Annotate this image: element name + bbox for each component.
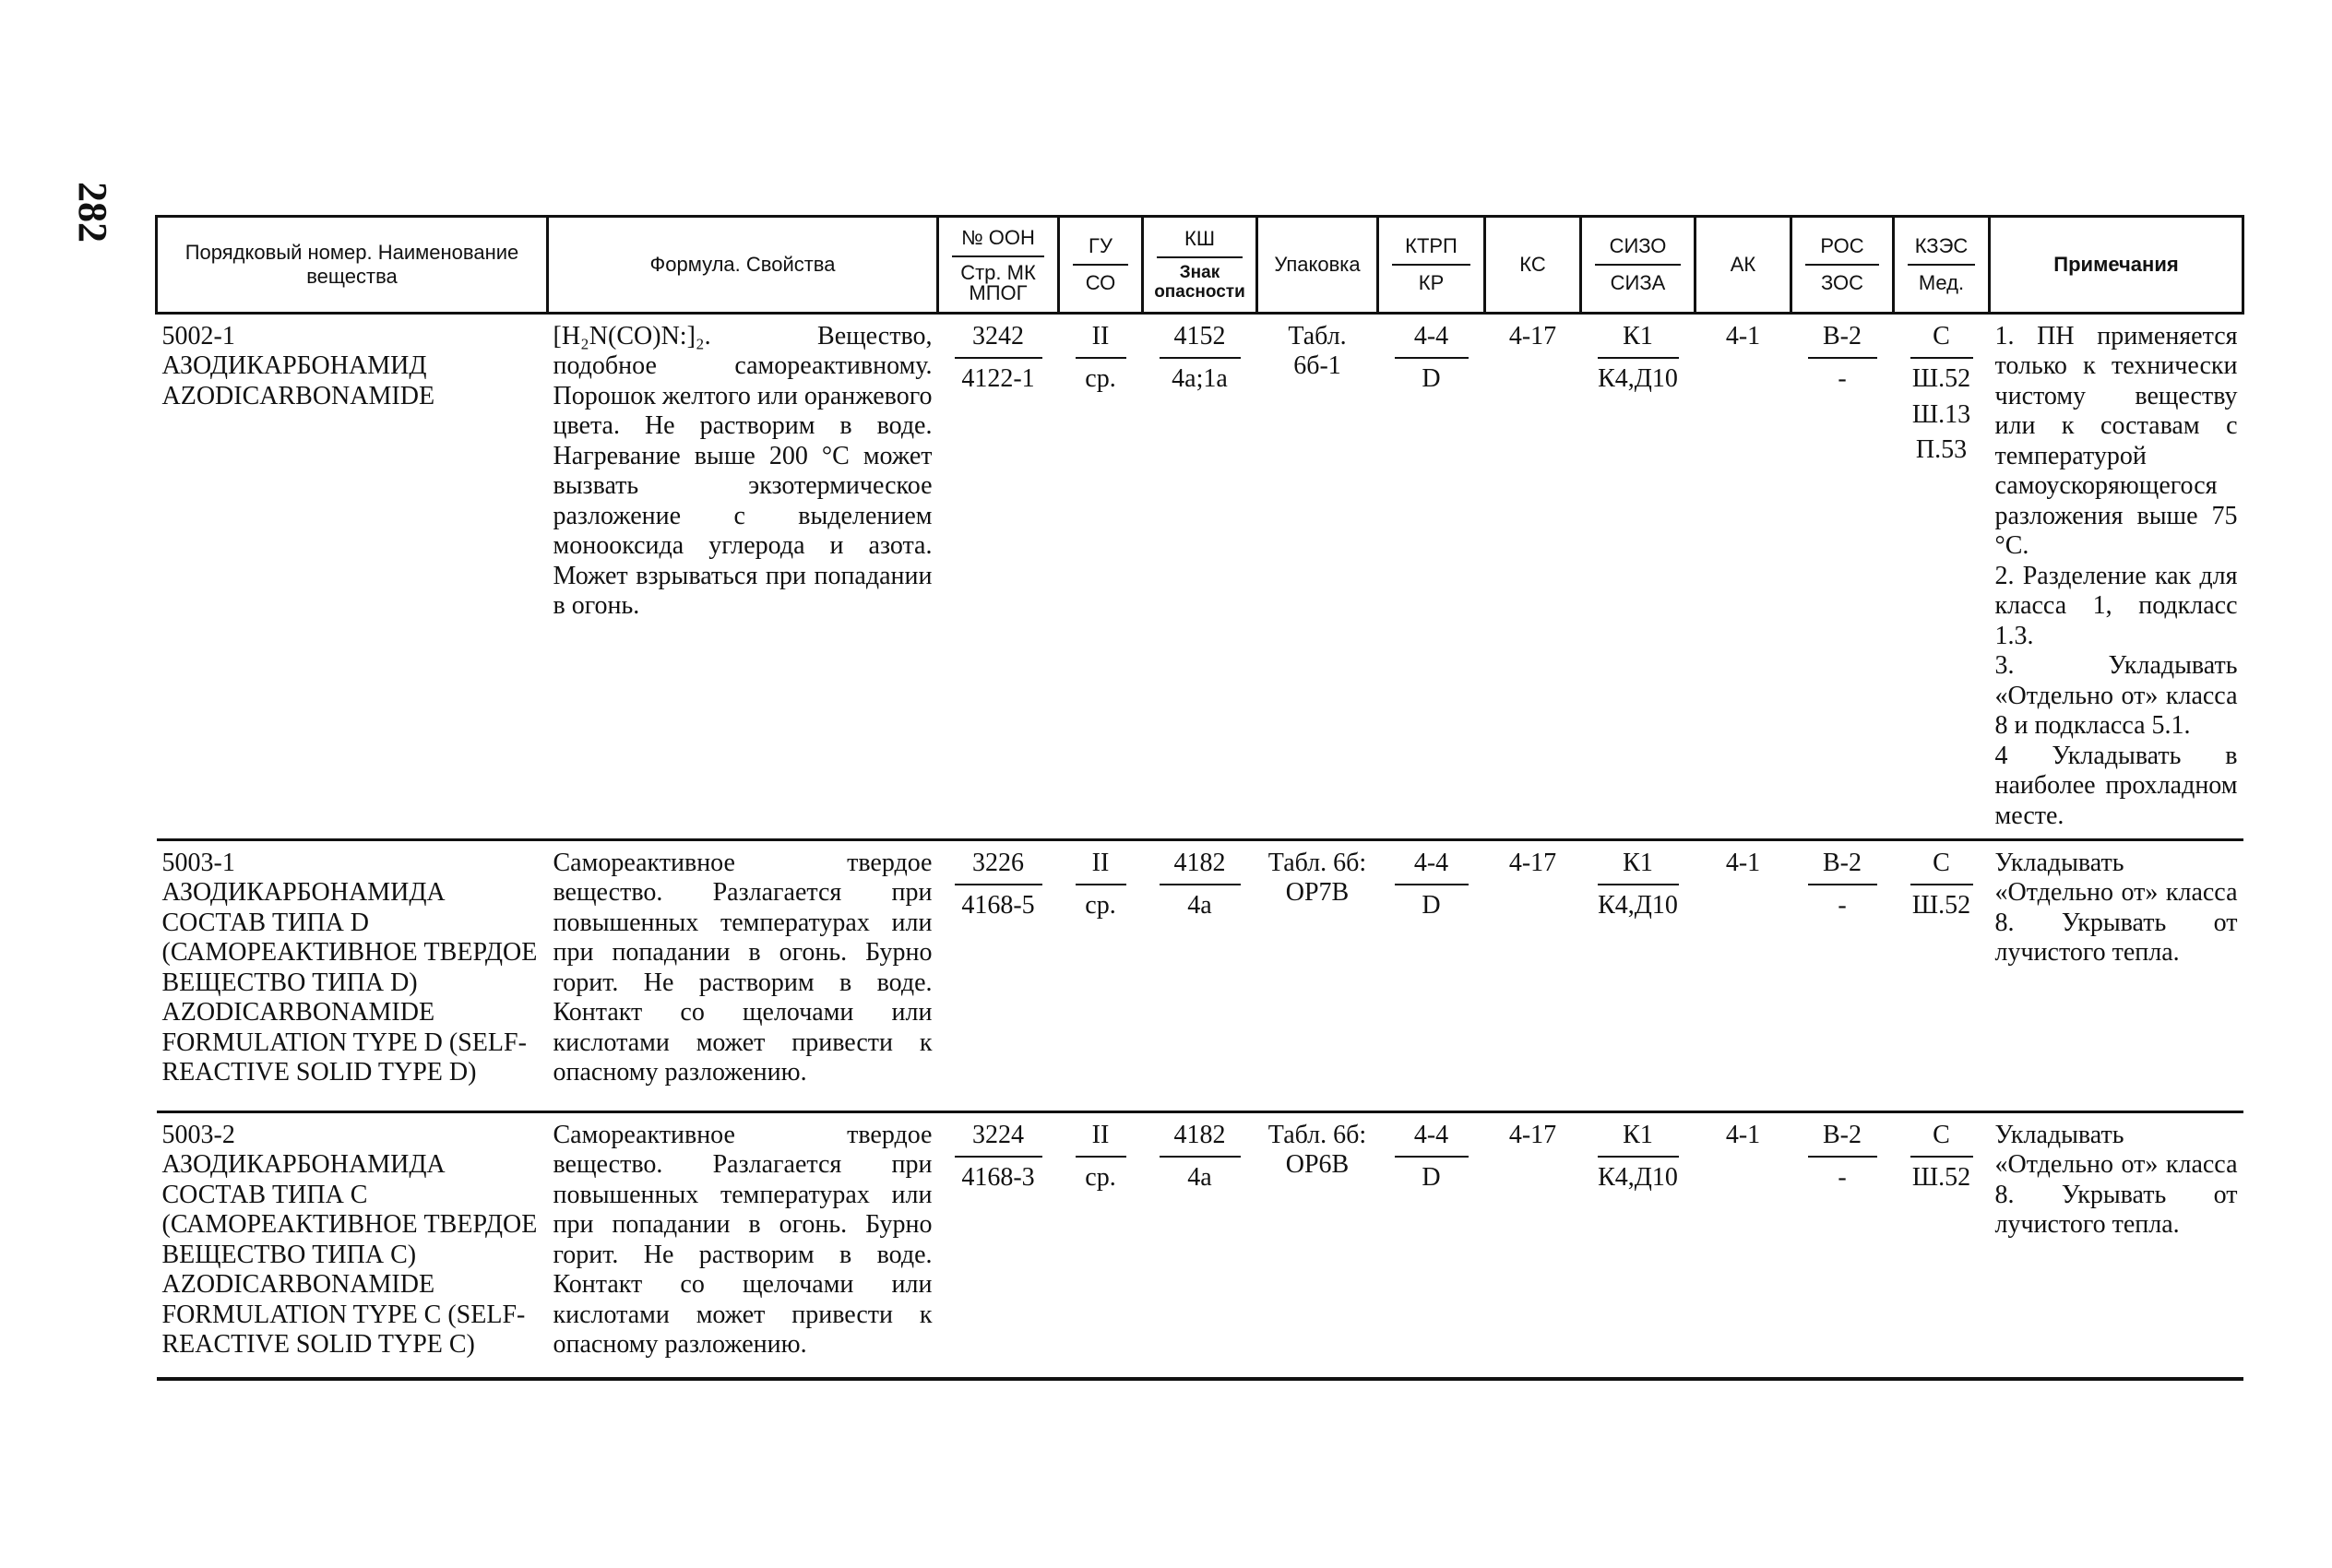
substances-table bbox=[155, 215, 2244, 1381]
siza-value: К4,Д10 bbox=[1598, 1163, 1678, 1193]
sizo-value: К1 bbox=[1598, 1121, 1679, 1158]
gu-value: II bbox=[1076, 322, 1126, 359]
header-kzes-top: КЗЭС bbox=[1908, 234, 1975, 266]
header-ksh-bottom: Знак опасности bbox=[1154, 263, 1245, 303]
table-row bbox=[157, 314, 2243, 840]
header-sizo-top: СИЗО bbox=[1595, 234, 1681, 266]
table-header-row bbox=[157, 217, 2243, 314]
header-ktrp bbox=[1378, 217, 1485, 314]
ros-cell bbox=[1791, 1111, 1894, 1379]
header-oon-top: № ООН bbox=[952, 226, 1044, 257]
sizo-cell bbox=[1581, 1111, 1695, 1379]
ak-cell: 4-1 bbox=[1695, 1111, 1791, 1379]
kzes-value: С bbox=[1910, 322, 1973, 359]
gu-value: II bbox=[1076, 849, 1126, 885]
substance-code: 5003-2 bbox=[161, 1120, 235, 1149]
ksh-value: 4182 bbox=[1160, 849, 1241, 885]
ktrp-value: 4-4 bbox=[1395, 849, 1469, 885]
ak-cell: 4-1 bbox=[1695, 839, 1791, 1111]
note-item: 3. Укладывать «Отдельно от» класса 8 и подкласса 5.1. bbox=[1994, 651, 2238, 741]
notes-cell bbox=[1990, 1111, 2243, 1379]
packaging-cell: Табл. 6б-1 bbox=[1288, 322, 1347, 381]
gu-cell bbox=[1059, 839, 1143, 1111]
substance-name-cell bbox=[157, 839, 548, 1111]
formula-properties: [H₂N(CO)N:]₂. Вещество, подобное самореактивному. Порошок желтого или оранжевого цвета. Не растворим в воде. Нагревание выше 200 °C может вызвать экзотермическое разложение с выделением монооксида углерода и азота. Может взрываться при попадании в огонь. bbox=[553, 322, 933, 621]
kr-value: D bbox=[1422, 1163, 1441, 1193]
note-item: 1. ПН применяется только к технически чистому веществу или к составам с температурой самоускоряющегося разложения выше 75 °С. bbox=[1994, 322, 2238, 561]
ksh-cell bbox=[1143, 314, 1257, 840]
header-ks: КС bbox=[1485, 217, 1581, 314]
header-gu-bottom: СО bbox=[1085, 271, 1116, 294]
gu-cell bbox=[1059, 314, 1143, 840]
header-notes: Примечания bbox=[1990, 217, 2243, 314]
oon-number: 3226 bbox=[955, 849, 1042, 885]
zos-value: - bbox=[1838, 1163, 1847, 1193]
header-ksh bbox=[1143, 217, 1257, 314]
ksh-cell bbox=[1143, 839, 1257, 1111]
ros-value: В-2 bbox=[1808, 849, 1877, 885]
gu-value: II bbox=[1076, 1121, 1126, 1158]
med-extra: П.53 bbox=[1915, 435, 1968, 465]
mk-mpog-page: 4168-5 bbox=[961, 891, 1035, 921]
substance-name-en: AZODICARBONAMIDE bbox=[161, 381, 435, 410]
kr-value: D bbox=[1422, 891, 1441, 921]
header-kzes-bottom: Мед. bbox=[1918, 271, 1965, 294]
ros-cell bbox=[1791, 839, 1894, 1111]
mk-mpog-page: 4168-3 bbox=[961, 1163, 1035, 1193]
ksh-value: 4152 bbox=[1160, 322, 1241, 359]
note-item: 2. Разделение как для класса 1, подкласс 1.3. bbox=[1994, 561, 2238, 650]
substance-name-ru: АЗОДИКАРБОНАМИД bbox=[161, 351, 427, 381]
sizo-cell bbox=[1581, 314, 1695, 840]
sizo-cell bbox=[1581, 839, 1695, 1111]
oon-number: 3224 bbox=[955, 1121, 1042, 1158]
formula-properties: Самореактивное твердое вещество. Разлагается при повышенных температурах или при попадании в огонь. Бурно горит. Не растворим в воде. Контакт со щелочами или кислотами может привести к опасному разложению. bbox=[548, 1111, 938, 1379]
substance-name-ru: АЗОДИКАРБОНАМИДА СОСТАВ ТИПА D (САМОРЕАКТИВНОЕ ТВЕРДОЕ ВЕЩЕСТВО ТИПА D) bbox=[161, 878, 538, 997]
header-gu-top: ГУ bbox=[1073, 234, 1128, 266]
header-ktrp-bottom: КР bbox=[1418, 271, 1445, 294]
so-value: ср. bbox=[1085, 891, 1116, 921]
substance-name-en: AZODICARBONAMIDE FORMULATION TYPE D (SELF-REACTIVE SOLID TYPE D) bbox=[161, 998, 527, 1087]
sizo-value: К1 bbox=[1598, 849, 1679, 885]
ak-cell: 4-1 bbox=[1725, 322, 1761, 350]
kzes-cell bbox=[1894, 314, 1990, 840]
oon-cell bbox=[938, 314, 1059, 840]
note-item: Укладывать «Отдельно от» класса 8. Укрывать от лучистого тепла. bbox=[1994, 1120, 2238, 1240]
notes-cell bbox=[1990, 314, 2243, 840]
substance-name-cell bbox=[157, 314, 548, 840]
header-kzes bbox=[1894, 217, 1990, 314]
header-gu bbox=[1059, 217, 1143, 314]
header-ktrp-top: КТРП bbox=[1392, 234, 1470, 266]
ks-cell: 4-17 bbox=[1485, 1111, 1581, 1379]
siza-value: К4,Д10 bbox=[1598, 364, 1678, 394]
sizo-value: К1 bbox=[1598, 322, 1679, 359]
header-oon-bottom: Стр. МК МПОГ bbox=[960, 261, 1036, 305]
ktrp-cell bbox=[1378, 314, 1485, 840]
header-sizo-bottom: СИЗА bbox=[1610, 271, 1666, 294]
header-ak: АК bbox=[1695, 217, 1791, 314]
oon-cell bbox=[938, 1111, 1059, 1379]
kzes-value: С bbox=[1910, 849, 1973, 885]
packaging-cell: Табл. 6б: ОР7В bbox=[1257, 839, 1378, 1111]
zos-value: - bbox=[1838, 891, 1847, 921]
substance-name-cell bbox=[157, 1111, 548, 1379]
header-sizo bbox=[1581, 217, 1695, 314]
ktrp-cell bbox=[1378, 1111, 1485, 1379]
ros-value: В-2 bbox=[1808, 1121, 1877, 1158]
kzes-value: С bbox=[1910, 1121, 1973, 1158]
note-item: 4 Укладывать в наиболее прохладном месте. bbox=[1994, 741, 2238, 830]
ktrp-value: 4-4 bbox=[1395, 1121, 1469, 1158]
note-item: Укладывать «Отдельно от» класса 8. Укрывать от лучистого тепла. bbox=[1994, 848, 2238, 968]
gu-cell bbox=[1059, 1111, 1143, 1379]
med-value: Ш.52 bbox=[1911, 891, 1971, 921]
hazard-label: 4а bbox=[1187, 891, 1212, 921]
kr-value: D bbox=[1422, 364, 1441, 394]
formula-properties: Самореактивное твердое вещество. Разлагается при повышенных температурах или при попадании в огонь. Бурно горит. Не растворим в воде. Контакт со щелочами или кислотами может привести к опасному разложению. bbox=[548, 839, 938, 1111]
header-ksh-top: КШ bbox=[1157, 227, 1243, 258]
hazard-label: 4а;1а bbox=[1172, 364, 1228, 394]
ktrp-value: 4-4 bbox=[1395, 322, 1469, 359]
ros-value: В-2 bbox=[1808, 322, 1877, 359]
table-row bbox=[157, 1111, 2243, 1379]
zos-value: - bbox=[1838, 364, 1847, 394]
med-value: Ш.52 bbox=[1911, 364, 1971, 394]
table-row bbox=[157, 839, 2243, 1111]
substance-code: 5002-1 bbox=[161, 322, 235, 350]
packaging-cell: Табл. 6б: ОР6В bbox=[1257, 1111, 1378, 1379]
page-number: 282 bbox=[70, 182, 115, 243]
ks-cell: 4-17 bbox=[1485, 839, 1581, 1111]
siza-value: К4,Д10 bbox=[1598, 891, 1678, 921]
substance-name-ru: АЗОДИКАРБОНАМИДА СОСТАВ ТИПА С (САМОРЕАКТИВНОЕ ТВЕРДОЕ ВЕЩЕСТВО ТИПА С) bbox=[161, 1150, 538, 1269]
oon-number: 3242 bbox=[955, 322, 1042, 359]
so-value: ср. bbox=[1085, 364, 1116, 394]
ktrp-cell bbox=[1378, 839, 1485, 1111]
oon-cell bbox=[938, 839, 1059, 1111]
ks-cell: 4-17 bbox=[1508, 322, 1557, 350]
header-ros-bottom: ЗОС bbox=[1820, 271, 1864, 294]
ksh-cell bbox=[1143, 1111, 1257, 1379]
header-formula: Формула. Свойства bbox=[548, 217, 938, 314]
kzes-cell bbox=[1894, 1111, 1990, 1379]
ros-cell bbox=[1791, 314, 1894, 840]
header-ros-top: РОС bbox=[1805, 234, 1879, 266]
ksh-value: 4182 bbox=[1160, 1121, 1241, 1158]
kzes-cell bbox=[1894, 839, 1990, 1111]
med-extra: Ш.13 bbox=[1911, 399, 1971, 429]
so-value: ср. bbox=[1085, 1163, 1116, 1193]
hazard-label: 4а bbox=[1187, 1163, 1212, 1193]
substance-code: 5003-1 bbox=[161, 848, 235, 877]
mk-mpog-page: 4122-1 bbox=[961, 364, 1035, 394]
header-oon bbox=[938, 217, 1059, 314]
header-packaging: Упаковка bbox=[1257, 217, 1378, 314]
header-name: Порядковый номер. Наименование вещества bbox=[157, 217, 548, 314]
substance-name-en: AZODICARBONAMIDE FORMULATION TYPE C (SELF-REACTIVE SOLID TYPE C) bbox=[161, 1270, 526, 1360]
header-ros bbox=[1791, 217, 1894, 314]
notes-cell bbox=[1990, 839, 2243, 1111]
med-value: Ш.52 bbox=[1911, 1163, 1971, 1193]
